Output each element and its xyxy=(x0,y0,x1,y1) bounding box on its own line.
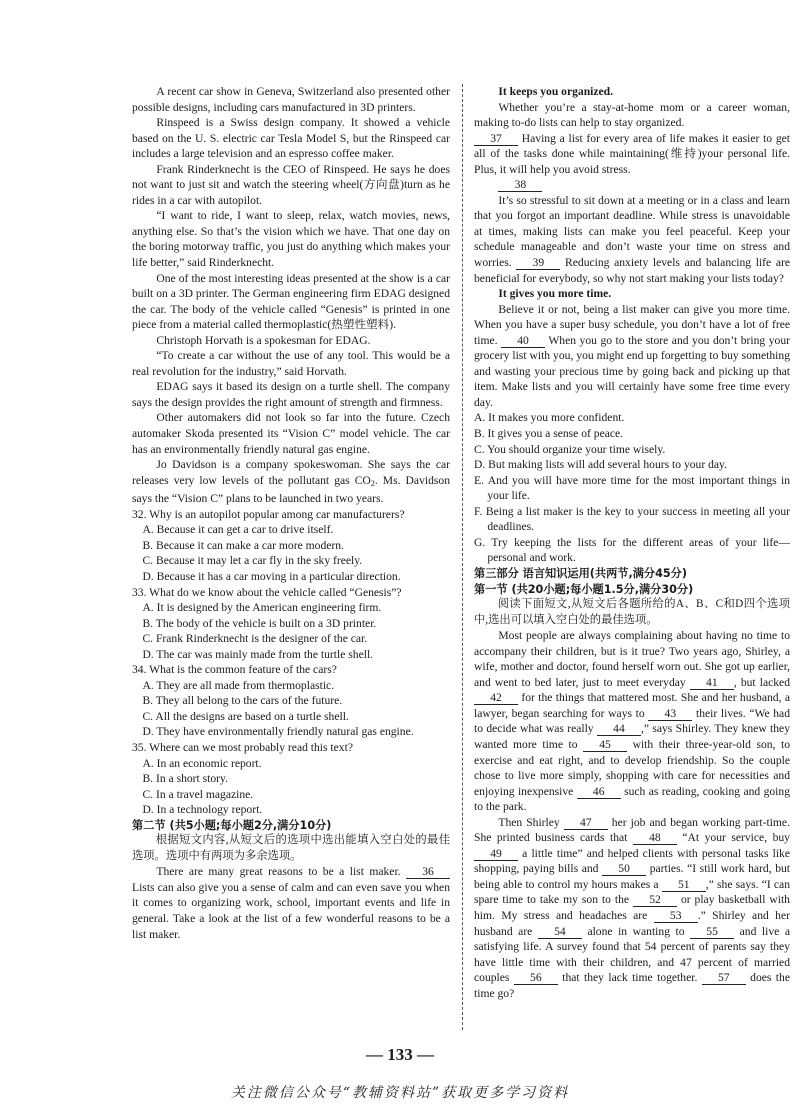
blank-48: 48 xyxy=(633,831,677,845)
choice-item: A. It makes you more confident. xyxy=(474,411,625,425)
question-34 xyxy=(132,662,450,740)
question-35 xyxy=(132,740,450,818)
passage-paragraph: “To create a car without the use of any tool. This would be a real revolution for the industry,” said Horvath. xyxy=(132,349,450,378)
choice-item: G. Try keeping the lists for the different areas of your life—personal and work. xyxy=(474,535,790,565)
blank-38-line xyxy=(474,177,790,193)
choice-item: B. It gives you a sense of peace. xyxy=(474,427,624,441)
choice-item: E. And you will have more time for the most important things in your life. xyxy=(474,473,790,503)
question-stem: 35. Where can we most probably read this text? xyxy=(132,740,353,754)
blank-52: 52 xyxy=(633,893,677,907)
question-stem: 34. What is the common feature of the cars? xyxy=(132,663,337,677)
co2-text-after: . Ms. Davidson says the “Vision C” plans to be launched in two years. xyxy=(132,473,450,506)
blank-47: 47 xyxy=(564,816,608,830)
cloze-text: with their three-year-old son, to exercise and eat right, and to develop friendship. So the couple chose to live more simply, shopping with care for necessities and enjoying inexpensive xyxy=(474,737,790,798)
question-option: D. In a technology report. xyxy=(142,803,263,817)
answer-choices xyxy=(474,410,790,565)
paragraph-text: Having a list for every area of life makes it easier to get all of the tasks done while maintaining(维持)your personal life. Plus, it will help you avoid stress. xyxy=(474,131,790,176)
question-option: D. Because it has a car moving in a particular direction. xyxy=(142,569,401,583)
cloze-text: and live a satisfying life. A survey found that 54 percent of parents say they have little time with their children, and 47 percent of married couples xyxy=(474,924,790,985)
cloze-paragraph-2 xyxy=(474,815,790,1002)
paragraph-text: Reducing anxiety levels and balancing life are beneficial for everybody, so why not start making your lists today? xyxy=(474,256,790,285)
blank-46: 46 xyxy=(577,785,621,799)
blank-43: 43 xyxy=(648,707,692,721)
section-1-title: 第一节 (共20小题;每小题1.5分,满分30分) xyxy=(474,582,694,596)
section-1-instructions: 阅读下面短文,从短文后各题所给的A、B、C和D四个选项中,选出可以填入空白处的最佳选项。 xyxy=(474,598,790,626)
passage-paragraph: “I want to ride, I want to sleep, relax, watch movies, news, anything else. So that’s the vision which we have. That one day on the boring motorway traffic, you just do anything which makes your life better,” said Rinderknecht. xyxy=(132,209,450,270)
subheading-more-time: It gives you more time. xyxy=(498,287,612,301)
footer-note: 关注微信公众号“教辅资料站”获取更多学习资料 xyxy=(230,1085,570,1101)
blank-41: 41 xyxy=(690,676,734,690)
column-divider xyxy=(462,84,463,1030)
blank-44: 44 xyxy=(597,722,641,736)
blank-40: 40 xyxy=(501,334,545,348)
question-option: C. In a travel magazine. xyxy=(142,787,254,801)
question-stem: 33. What do we know about the vehicle called “Genesis”? xyxy=(132,585,402,599)
blank-51: 51 xyxy=(662,878,706,892)
question-32 xyxy=(132,507,450,585)
subheading-organized: It keeps you organized. xyxy=(498,85,614,98)
cloze-text: does the time go? xyxy=(474,971,790,1000)
cloze-text: .” Shirley and her husband are xyxy=(474,908,790,938)
cloze-text: alone in wanting to xyxy=(587,924,685,938)
question-option: D. They have environmentally friendly natural gas engine. xyxy=(142,725,414,739)
question-option: C. All the designs are based on a turtle shell. xyxy=(142,709,349,723)
passage-paragraph: Rinspeed is a Swiss design company. It showed a vehicle based on the U. S. electric car Tesla Model S, but the Rinspeed car includes a large television and an espresso coffee maker. xyxy=(132,116,450,161)
passage-paragraph xyxy=(474,193,790,286)
question-option: A. It is designed by the American engineering firm. xyxy=(142,601,382,615)
paragraph-text: It’s so stressful to sit down at a meeting or in a class and learn that you forgot an important deadline. While stress is unavoidable at times, making lists can make you feel peaceful. Keep your schedule manageable and don’t waste your time on stress and worries. xyxy=(474,193,790,270)
cloze-text: Most people are always complaining about having no time to accompany their children, but is it true? Two years ago, Shirley, a wife, mother and doctor, found herself worn out. She got up earlier, and went to bed later, just to meet everyday xyxy=(474,629,790,689)
passage-paragraph-co2 xyxy=(132,457,450,507)
blank-38: 38 xyxy=(498,178,542,192)
question-option: A. Because it can get a car to drive itself. xyxy=(142,523,334,537)
cloze-text: , but lacked xyxy=(733,675,790,689)
question-option: C. Because it may let a car fly in the sky freely. xyxy=(142,554,363,568)
section-2-instructions: 根据短文内容,从短文后的选项中选出能填入空白处的最佳选项。选项中有两项为多余选项。 xyxy=(132,834,450,862)
list-intro-paragraph xyxy=(132,864,450,942)
blank-53: 53 xyxy=(654,909,698,923)
blank-50: 50 xyxy=(602,862,646,876)
question-option: C. Frank Rinderknecht is the designer of the car. xyxy=(142,632,368,646)
blank-56: 56 xyxy=(514,971,558,985)
question-option: B. Because it can make a car more modern. xyxy=(142,538,344,552)
cloze-text: ,” says Shirley. They knew they wanted more time to xyxy=(474,722,790,751)
cloze-text: parties. “I still work hard, but being able to control my hours makes a xyxy=(474,862,791,891)
list-intro-text: There are many great reasons to be a list maker. xyxy=(156,865,401,879)
co2-text-before: Jo Davidson is a company spokeswoman. She says the car releases very low levels of the pollutant gas CO xyxy=(132,458,450,487)
passage-paragraph: Other automakers did not look so far into the future. Czech automaker Skoda presented its “Vision C” model vehicle. The car has an environmentally friendly natural gas engine. xyxy=(132,411,450,456)
blank-45: 45 xyxy=(583,738,627,752)
page-number: — 133 — xyxy=(366,1045,434,1064)
cloze-text: their lives. “We had to decide what was really xyxy=(474,706,791,736)
cloze-text: such as reading, cooking and going to the park. xyxy=(474,784,790,814)
question-option: A. In an economic report. xyxy=(142,756,262,770)
choice-item: D. But making lists will add several hours to your day. xyxy=(474,458,727,472)
passage-paragraph: One of the most interesting ideas presented at the show is a car built on a 3D printer. The German engineering firm EDAG designed the car. The body of the vehicle called “Genesis” is printed in one piece from a material called thermoplastic(热塑性塑料). xyxy=(132,271,450,332)
blank-49: 49 xyxy=(474,847,518,861)
blank-39: 39 xyxy=(516,256,560,270)
question-option: A. They are all made from thermoplastic. xyxy=(142,678,335,692)
section-2-title: 第二节 (共5小题;每小题2分,满分10分) xyxy=(132,818,332,832)
passage-paragraph xyxy=(474,131,790,178)
blank-37: 37 xyxy=(474,132,518,146)
blank-42: 42 xyxy=(474,691,518,705)
question-option: B. In a short story. xyxy=(142,772,228,786)
passage-paragraph xyxy=(474,302,790,411)
right-column xyxy=(474,84,790,1001)
cloze-text: that they lack time together. xyxy=(562,971,698,985)
cloze-text: “At your service, buy xyxy=(682,831,790,845)
passage-paragraph: EDAG says it based its design on a turtle shell. The company says the design provides the right amount of strength and firmness. xyxy=(132,380,450,409)
cloze-text: a little time” and helped clients with personal tasks like shopping, paying bills and xyxy=(474,846,790,876)
left-column xyxy=(132,84,450,942)
question-stem: 32. Why is an autopilot popular among car manufacturers? xyxy=(132,507,405,521)
cloze-text: Then Shirley xyxy=(498,815,560,829)
cloze-text: or play basketball with him. My stress and headaches are xyxy=(474,893,790,922)
passage-paragraph: Frank Rinderknecht is the CEO of Rinspeed. He says he does not want to just sit and watch the steering wheel(方向盘)turn as he rides in a car with autopilot. xyxy=(132,162,450,207)
question-33 xyxy=(132,585,450,663)
question-option: D. The car was mainly made from the turtle shell. xyxy=(142,647,374,661)
list-intro-rest: Lists can also give you a sense of calm and can even save you when it comes to organizing work, school, important events and life in general. Take a look at the list of a few wonderful reasons to be a list maker. xyxy=(132,880,450,941)
question-option: B. They all belong to the cars of the future. xyxy=(142,694,343,708)
paragraph-text: Believe it or not, being a list maker can give you more time. When you have a super busy schedule, you don’t have a lot of free time. xyxy=(474,302,790,347)
cloze-paragraph-1 xyxy=(474,628,790,815)
cloze-text: for the things that mattered most. She and her husband, a lawyer, began searching for ways to xyxy=(474,691,790,720)
blank-54: 54 xyxy=(538,925,582,939)
passage-paragraph: Whether you’re a stay-at-home mom or a career woman, making to-do lists can help to stay organized. xyxy=(474,100,790,130)
cloze-text: ,” she says. “I can spare time to take my son to the xyxy=(474,877,790,907)
question-option: B. The body of the vehicle is built on a 3D printer. xyxy=(142,616,377,630)
blank-36: 36 xyxy=(406,865,450,879)
co2-subscript: 2 xyxy=(370,478,375,488)
choice-item: F. Being a list maker is the key to your success in meeting all your deadlines. xyxy=(474,504,790,534)
part-3-title: 第三部分 语言知识运用(共两节,满分45分) xyxy=(474,566,687,580)
blank-57: 57 xyxy=(702,971,746,985)
passage-paragraph: A recent car show in Geneva, Switzerland also presented other possible designs, including cars manufactured in 3D printers. xyxy=(132,85,450,114)
passage-paragraph: Christoph Horvath is a spokesman for EDAG. xyxy=(156,333,371,347)
cloze-text: her job and began working part-time. She printed business cards that xyxy=(474,815,790,845)
choice-item: C. You should organize your time wisely. xyxy=(474,442,666,456)
blank-55: 55 xyxy=(690,925,734,939)
paragraph-text: When you go to the store and you don’t bring your grocery list with you, you might end up forgetting to buy something and wasting your precious time by going back and picking up that item. Make lists and you will certainly have some free time every day. xyxy=(474,333,790,409)
